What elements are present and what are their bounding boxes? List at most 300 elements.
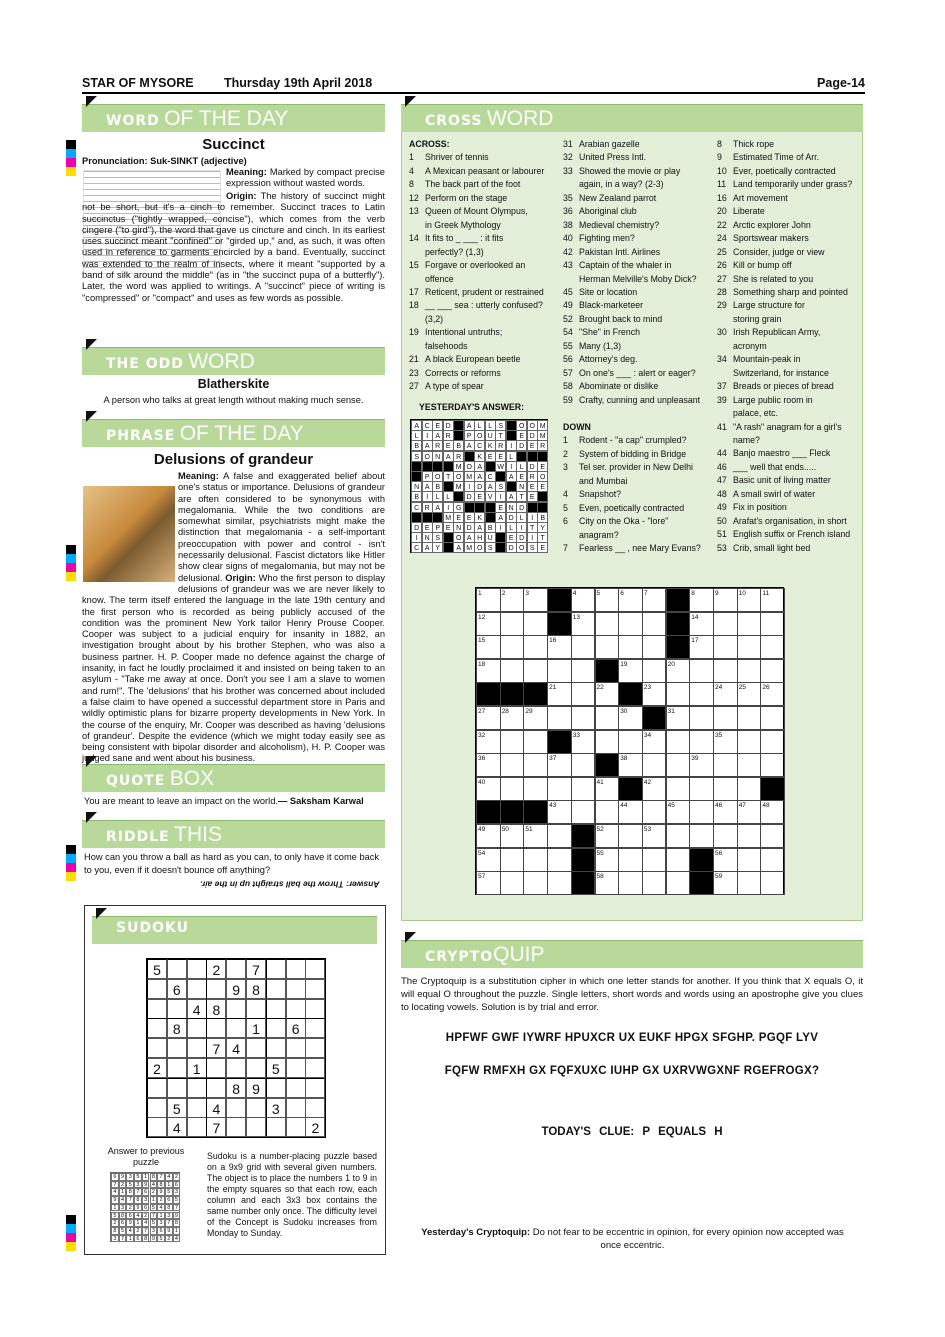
sudoku-grid[interactable] [146,958,326,1138]
crossword-cell[interactable]: 32 [476,730,501,754]
yesterday-cell: C [422,420,433,431]
crossword-cell [547,612,572,636]
crossword-cell[interactable]: 24 [713,682,738,706]
crossword-cell[interactable] [547,824,572,848]
clue: again, in a way? (2-3) [579,179,664,190]
crossword-cell[interactable]: 49 [476,824,501,848]
yesterday-cell: R [432,440,443,451]
crossword-cell[interactable]: 50 [500,824,525,848]
crossword-cell[interactable] [737,824,762,848]
crossword-cell[interactable] [689,800,714,824]
answer-cell: 7 [119,1235,127,1243]
answer-cell: 2 [111,1219,119,1227]
crossword-cell[interactable] [642,848,667,872]
sudoku-cell[interactable] [305,1058,325,1078]
answer-cell: 1 [142,1173,150,1181]
sudoku-cell[interactable] [266,1018,286,1038]
crossword-cell[interactable] [713,635,738,659]
clue: 50 Arafat's organisation, in short [717,515,847,526]
answer-cell: 3 [173,1188,181,1196]
sudoku-cell[interactable] [286,1058,306,1078]
crossword-cell[interactable]: 22 [595,682,620,706]
sudoku-cell[interactable] [226,999,246,1019]
yesterday-cell: D [506,542,517,553]
sudoku-cell[interactable] [266,959,286,979]
sudoku-cell[interactable] [305,959,325,979]
crossword-cell[interactable] [523,635,548,659]
sudoku-cell[interactable]: 8 [206,999,226,1019]
crossword-cell[interactable]: 13 [571,612,596,636]
crossword-cell[interactable] [500,777,525,801]
yesterday-cell: A [464,420,475,431]
yesterday-cell: I [506,461,517,472]
crossword-cell[interactable]: 28 [500,706,525,730]
crossword-cell[interactable] [547,706,572,730]
crossword-cell[interactable] [618,871,643,895]
crossword-cell[interactable] [737,871,762,895]
sudoku-cell[interactable]: 1 [187,1058,207,1078]
yesterday-cell: L [443,491,454,502]
crossword-cell[interactable] [571,753,596,777]
crossword-cell[interactable] [500,635,525,659]
crossword-cell[interactable]: 19 [618,659,643,683]
answer-cell: 8 [165,1204,173,1212]
crossword-cell[interactable] [760,635,785,659]
crossword-cell[interactable]: 9 [713,588,738,612]
clue: 9 Estimated Time of Arr. [717,152,820,163]
crossword-cell[interactable] [523,659,548,683]
crossword-cell[interactable] [642,635,667,659]
sudoku-cell[interactable] [187,1098,207,1118]
crossword-cell[interactable]: 6 [618,588,643,612]
sudoku-cell[interactable] [147,1038,167,1058]
crossword-cell[interactable] [642,753,667,777]
crossword-cell [760,777,785,801]
sudoku-cell[interactable] [226,1098,246,1118]
crossword-cell[interactable] [666,730,691,754]
crossword-cell[interactable] [760,659,785,683]
yesterday-cell: I [411,532,422,543]
crossword-cell[interactable] [666,824,691,848]
yesterday-cell: N [506,502,517,513]
yesterday-cell: O [474,542,485,553]
sudoku-cell[interactable]: 7 [246,959,266,979]
crossword-cell[interactable]: 58 [595,871,620,895]
crossword-cell[interactable] [760,706,785,730]
sudoku-cell[interactable]: 9 [226,979,246,999]
sudoku-cell[interactable] [286,1098,306,1118]
crossword-cell[interactable]: 2 [500,588,525,612]
crossword-cell[interactable] [595,612,620,636]
sudoku-cell[interactable]: 4 [226,1038,246,1058]
sudoku-cell[interactable] [187,959,207,979]
yesterday-cryptoquip: Yesterday's Cryptoquip: Do not fear to be eccentric in opinion, for every opinion now accepted was once eccentric. [421,1227,844,1251]
sudoku-cell[interactable]: 8 [226,1078,246,1098]
crossword-cell[interactable] [500,753,525,777]
yesterday-cell: N [432,451,443,462]
crossword-cell[interactable] [595,635,620,659]
crossword-cell[interactable]: 4 [571,588,596,612]
crossword-cell[interactable] [689,706,714,730]
crossword-cell[interactable]: 53 [642,824,667,848]
crossword-cell[interactable]: 37 [547,753,572,777]
sudoku-cell[interactable]: 5 [266,1058,286,1078]
phrase-title: Delusions of grandeur [153,451,314,468]
sudoku-cell[interactable] [187,1117,207,1137]
sudoku-cell[interactable]: 7 [206,1038,226,1058]
sudoku-cell[interactable] [187,1038,207,1058]
crossword-cell[interactable]: 20 [666,659,691,683]
crossword-cell[interactable] [737,612,762,636]
crossword-cell[interactable]: 35 [713,730,738,754]
crossword-cell[interactable] [689,777,714,801]
sudoku-cell[interactable] [305,1038,325,1058]
answer-cell: 1 [134,1219,142,1227]
crossword-cell[interactable]: 27 [476,706,501,730]
crossword-cell[interactable]: 56 [713,848,738,872]
crossword-cell[interactable] [523,753,548,777]
crossword-cell[interactable] [500,871,525,895]
crossword-cell[interactable]: 8 [689,588,714,612]
crossword-cell[interactable]: 42 [642,777,667,801]
crossword-cell[interactable]: 16 [547,635,572,659]
crossword-cell[interactable] [523,777,548,801]
crossword-cell[interactable] [760,848,785,872]
sudoku-cell[interactable]: 6 [167,979,187,999]
crossword-cell[interactable]: 15 [476,635,501,659]
crossword-cell[interactable]: 46 [713,800,738,824]
crossword-cell[interactable]: 30 [618,706,643,730]
sudoku-cell[interactable] [286,979,306,999]
sudoku-cell[interactable] [286,1117,306,1137]
sudoku-cell[interactable] [206,1078,226,1098]
crossword-cell[interactable]: 26 [760,682,785,706]
answer-cell: 6 [134,1235,142,1243]
crossword-cell[interactable]: 17 [689,635,714,659]
crossword-cell[interactable] [595,730,620,754]
crossword-cell[interactable] [500,612,525,636]
sudoku-cell[interactable]: 4 [206,1098,226,1118]
crossword-cell[interactable]: 1 [476,588,501,612]
sudoku-cell[interactable]: 4 [187,999,207,1019]
sudoku-cell[interactable] [187,1018,207,1038]
yesterday-cell: M [453,481,464,492]
sudoku-cell[interactable]: 5 [147,959,167,979]
yesterday-cell: A [422,440,433,451]
sudoku-cell[interactable]: 1 [246,1018,266,1038]
sudoku-cell[interactable] [147,979,167,999]
sudoku-cell[interactable] [167,999,187,1019]
crossword-cell[interactable]: 39 [689,753,714,777]
cryptoquip-line-1: HPFWF GWF IYWRF HPUXCR UX EUKF HPGX SFGHP. PGQF LYV [445,1032,819,1044]
crossword-cell[interactable]: 43 [547,800,572,824]
sudoku-cell[interactable] [286,959,306,979]
answer-cell: 2 [134,1227,142,1235]
crossword-cell[interactable] [760,730,785,754]
sudoku-cell[interactable] [206,1058,226,1078]
clue: 29 Large structure for [717,300,805,311]
phrase-body: Meaning: A false and exaggerated belief about one's status or importance. Delusions of grandeur are often considered to be synonymous with megalomania. While the two conditions are somewhat similar, psychiatrists might make the distinction that megalomania - a self-important preoccupation with power and control - isn't necessarily delusional. Fascist dictators like Hitler show clear signs of megalomania, but may not be delusional. Origin: Who the first person to display delusions of grandeur was we are never likely to know. The term itself entered the language in the late 19th century and the first person who is recorded as being publicly accused of the condition was the prominent New York tailor Henry Prouse Cooper. Cooper was subject to a judicial enquiry for insanity in 1882, an investigation brought about by his brother Stephen, who was also a business partner. H. P. Cooper made no defence against the charge of insanity, in fact he loudly proclaimed it and insisted on being taken to an asylum - "Take me away at once. Don't you see I am a slave to women and rum!". The 'delusions' that his brother was concerned about included a false claim to have opened a successful department store in Paris and wildly optimistic plans for bizarre property developments in New York. In the course of the enquiry, Mr. Cooper was described as having 'delusions of grandeur'. Despite the evidence (which we might today easily see as being consistent with bipolar disorder and alcoholism), H. P. Cooper was judged sane and went about his business. [82,471,385,764]
crossword-cell[interactable]: 18 [476,659,501,683]
sudoku-cell[interactable] [246,1117,266,1137]
crossword-cell[interactable] [618,848,643,872]
yesterday-cell: R [495,440,506,451]
riddle-answer-upside-down: Answer: Throw the ball straight up in the air. [200,879,380,890]
crossword-cell[interactable] [618,824,643,848]
crossword-cell[interactable] [713,753,738,777]
crossword-cell[interactable]: 41 [595,777,620,801]
crossword-cell[interactable] [571,706,596,730]
answer-cell: 5 [165,1188,173,1196]
sudoku-cell[interactable] [226,959,246,979]
crossword-cell[interactable] [547,777,572,801]
sudoku-cell[interactable] [305,999,325,1019]
crossword-cell[interactable] [571,682,596,706]
crossword-cell[interactable] [666,871,691,895]
yesterday-cell: A [464,440,475,451]
sudoku-cell[interactable] [266,1078,286,1098]
sudoku-cell[interactable] [147,1018,167,1038]
answer-cell: 2 [165,1235,173,1243]
crossword-grid[interactable] [475,587,784,895]
crossword-cell[interactable] [713,824,738,848]
crossword-cell[interactable] [760,824,785,848]
yesterday-cell: L [506,451,517,462]
sudoku-cell[interactable] [147,1117,167,1137]
sudoku-cell[interactable]: 8 [167,1018,187,1038]
sudoku-cell[interactable] [305,1078,325,1098]
crossword-cell[interactable] [760,871,785,895]
answer-cell: 8 [150,1173,158,1181]
sudoku-cell[interactable]: 7 [206,1117,226,1137]
clue: 41 "A rash" anagram for a girl's [717,421,842,432]
sudoku-cell[interactable] [266,1117,286,1137]
sudoku-cell[interactable] [246,1038,266,1058]
crossword-cell[interactable] [737,706,762,730]
crossword-cell[interactable]: 23 [642,682,667,706]
crossword-cell[interactable] [547,871,572,895]
crossword-cell[interactable] [595,706,620,730]
crossword-cell[interactable] [642,612,667,636]
crossword-cell[interactable] [737,753,762,777]
cryptoquip-clue: TODAY'S CLUE: P EQUALS H [541,1126,723,1138]
crossword-cell[interactable] [737,730,762,754]
sudoku-cell[interactable]: 2 [305,1117,325,1137]
crossword-cell [595,659,620,683]
crossword-cell[interactable] [737,777,762,801]
crossword-cell[interactable]: 3 [523,588,548,612]
sudoku-cell[interactable] [167,1078,187,1098]
crossword-cell[interactable]: 45 [666,800,691,824]
crossword-cell[interactable] [760,612,785,636]
crossword-cell[interactable]: 44 [618,800,643,824]
quote-text: You are meant to leave an impact on the world.— Saksham Karwal [84,796,364,806]
crossword-cell [523,800,548,824]
crossword-cell[interactable] [737,659,762,683]
sudoku-cell[interactable] [246,999,266,1019]
yesterday-cell: K [474,451,485,462]
answer-cell: 8 [157,1181,165,1189]
crossword-cell[interactable] [618,635,643,659]
crossword-cell[interactable]: 14 [689,612,714,636]
sudoku-cell[interactable]: 2 [147,1058,167,1078]
sudoku-cell[interactable] [266,1038,286,1058]
crossword-cell[interactable] [760,753,785,777]
crossword-cell[interactable] [500,848,525,872]
sudoku-cell[interactable] [305,1098,325,1118]
crossword-cell[interactable] [666,848,691,872]
crossword-cell[interactable]: 11 [760,588,785,612]
crossword-cell[interactable]: 10 [737,588,762,612]
crossword-cell[interactable]: 36 [476,753,501,777]
crossword-cell[interactable] [523,612,548,636]
sudoku-cell[interactable]: 2 [206,959,226,979]
crossword-cell[interactable]: 7 [642,588,667,612]
yesterday-cell: A [432,502,443,513]
sudoku-cell[interactable] [246,1098,266,1118]
crossword-cell[interactable]: 54 [476,848,501,872]
crossword-cell [571,848,596,872]
crossword-cell[interactable] [571,777,596,801]
sudoku-cell[interactable] [266,979,286,999]
crossword-cell[interactable]: 12 [476,612,501,636]
crossword-cell[interactable] [642,800,667,824]
crossword-cell[interactable]: 48 [760,800,785,824]
crossword-cell[interactable]: 47 [737,800,762,824]
sudoku-cell[interactable] [305,979,325,999]
crossword-cell[interactable] [713,777,738,801]
answer-cell: 6 [165,1196,173,1204]
yesterday-cell: B [485,522,496,533]
yesterday-cell: A [411,420,422,431]
crossword-cell[interactable] [547,659,572,683]
crossword-cell[interactable] [713,706,738,730]
sudoku-cell[interactable]: 3 [266,1098,286,1118]
crossword-cell[interactable] [642,871,667,895]
sudoku-cell[interactable] [226,1018,246,1038]
crossword-cell[interactable]: 5 [595,588,620,612]
crossword-cell[interactable]: 33 [571,730,596,754]
yesterday-cell: E [422,522,433,533]
clue: 26 Kill or bump off [717,260,792,271]
sudoku-cell[interactable] [226,1058,246,1078]
answer-cell: 4 [142,1219,150,1227]
crossword-cell[interactable]: 31 [666,706,691,730]
crossword-cell[interactable] [666,777,691,801]
crossword-cell[interactable] [666,753,691,777]
yesterday-cell: M [453,461,464,472]
wotd-pronunciation: Pronunciation: Suk-SINKT (adjective) [82,156,247,166]
crossword-cell[interactable] [689,659,714,683]
yesterday-cell: E [506,532,517,543]
crossword-cell[interactable]: 55 [595,848,620,872]
crossword-cell[interactable] [689,730,714,754]
crossword-cell[interactable] [547,848,572,872]
crossword-cell[interactable]: 25 [737,682,762,706]
sudoku-cell[interactable]: 5 [167,1098,187,1118]
sudoku-cell[interactable] [147,1098,167,1118]
sudoku-cell[interactable] [206,1018,226,1038]
sudoku-cell[interactable]: 6 [286,1018,306,1038]
crossword-cell[interactable] [500,730,525,754]
yesterday-cell: V [485,491,496,502]
yesterday-cell: E [474,491,485,502]
sudoku-cell[interactable] [305,1018,325,1038]
yesterday-cell: D [516,502,527,513]
answer-cell: 3 [119,1204,127,1212]
crossword-cell[interactable] [571,635,596,659]
crossword-cell[interactable] [713,612,738,636]
crossword-cell[interactable]: 57 [476,871,501,895]
crossword-cell[interactable] [737,635,762,659]
crossword-cell[interactable]: 34 [642,730,667,754]
crossword-cell[interactable] [642,659,667,683]
crossword-cell[interactable]: 59 [713,871,738,895]
crossword-cell[interactable] [618,612,643,636]
sudoku-cell[interactable] [187,979,207,999]
sudoku-cell[interactable] [286,999,306,1019]
crossword-cell[interactable]: 51 [523,824,548,848]
crossword-cell [618,777,643,801]
crossword-cell[interactable] [571,659,596,683]
crossword-cell[interactable] [618,730,643,754]
crossword-cell[interactable]: 29 [523,706,548,730]
sudoku-cell[interactable] [147,1078,167,1098]
crossword-cell[interactable] [595,800,620,824]
crossword-cell[interactable] [523,871,548,895]
yesterday-cell: A [474,471,485,482]
crossword-cell[interactable] [571,800,596,824]
sudoku-cell[interactable] [286,1038,306,1058]
yesterday-cell: E [464,512,475,523]
crossword-cell[interactable] [500,659,525,683]
crossword-cell[interactable] [689,824,714,848]
sudoku-cell[interactable] [266,999,286,1019]
sudoku-cell[interactable] [167,1038,187,1058]
crossword-cell[interactable]: 52 [595,824,620,848]
sudoku-cell[interactable]: 4 [167,1117,187,1137]
sudoku-cell[interactable] [226,1117,246,1137]
sudoku-cell[interactable] [187,1078,207,1098]
crossword-cell[interactable]: 40 [476,777,501,801]
sudoku-cell[interactable] [246,1058,266,1078]
crossword-cell[interactable] [523,730,548,754]
sudoku-cell[interactable] [286,1078,306,1098]
crossword-cell[interactable] [737,848,762,872]
yesterday-cell: D [527,430,538,441]
sudoku-cell[interactable] [167,1058,187,1078]
sudoku-cell[interactable]: 8 [246,979,266,999]
yesterday-cell: N [411,481,422,492]
crossword-cell [595,753,620,777]
sudoku-cell[interactable] [206,979,226,999]
sudoku-cell[interactable]: 9 [246,1078,266,1098]
clue: 2 System of bidding in Bridge [563,448,687,459]
clue: Herman Melville's Moby Dick? [579,273,697,284]
sudoku-cell[interactable] [167,959,187,979]
crossword-cell[interactable] [523,848,548,872]
crossword-cell[interactable]: 21 [547,682,572,706]
crossword-cell[interactable] [689,682,714,706]
clue: 6 City on the Oka - "lore" [563,516,669,527]
crossword-cell [571,871,596,895]
sudoku-cell[interactable] [147,999,167,1019]
crossword-cell[interactable]: 38 [618,753,643,777]
cryptoquip-banner: CRYPTOQUIP [401,940,863,968]
crossword-cell[interactable] [713,659,738,683]
crossword-cell[interactable] [666,682,691,706]
clue: 20 Liberate [717,206,765,217]
